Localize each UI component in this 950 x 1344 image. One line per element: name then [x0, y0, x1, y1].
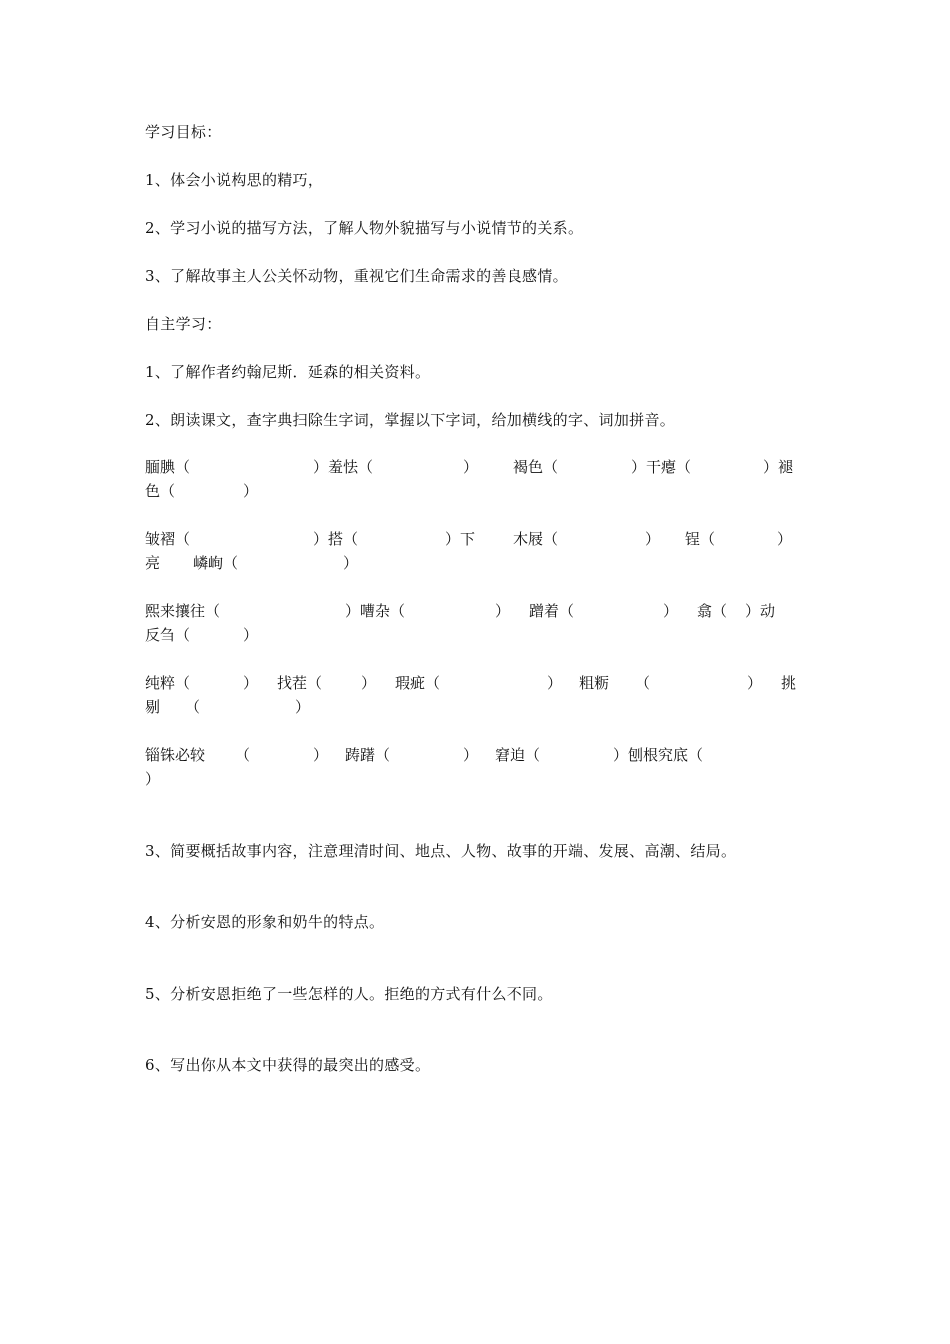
vocab-word: 亮	[145, 554, 161, 572]
vocab-word: 锃（	[685, 530, 716, 548]
self-study-item-6: 6、写出你从本文中获得的最突出的感受。	[145, 1056, 431, 1074]
self-study-item-3: 3、简要概括故事内容，注意理清时间、地点、人物、故事的开端、发展、高潮、结局。	[145, 842, 737, 860]
vocab-word: 瑕疵（	[395, 674, 441, 692]
vocab-bracket: ）	[343, 554, 359, 572]
vocab-word: ）刨根究底（	[613, 746, 704, 764]
vocab-bracket: ）	[777, 530, 793, 548]
vocab-bracket: ）	[243, 626, 259, 644]
vocab-row-1	[145, 455, 805, 503]
vocab-word: ）搭（	[313, 530, 359, 548]
objective-item-2: 2、学习小说的描写方法，了解人物外貌描写与小说情节的关系。	[145, 219, 584, 237]
vocab-row-4	[145, 671, 805, 719]
vocab-word: 锱铢必较	[145, 746, 206, 764]
vocab-bracket: ）	[463, 746, 479, 764]
vocab-word: 踌躇（	[345, 746, 391, 764]
vocab-bracket: ）	[295, 698, 311, 716]
vocab-row-3	[145, 599, 805, 647]
objective-item-3: 3、了解故事主人公关怀动物，重视它们生命需求的善良感情。	[145, 267, 568, 285]
vocab-bracket: （	[635, 674, 651, 692]
self-study-item-2: 2、朗读课文，查字典扫除生字词，掌握以下字词，给加横线的字、词加拼音。	[145, 411, 676, 429]
self-study-heading: 自主学习：	[145, 315, 222, 333]
vocab-bracket: ）	[463, 458, 479, 476]
vocab-bracket: ）	[313, 746, 329, 764]
vocab-row-2	[145, 527, 805, 575]
vocab-word: 剔	[145, 698, 161, 716]
self-study-item-5: 5、分析安恩拒绝了一些怎样的人。拒绝的方式有什么不同。	[145, 985, 553, 1003]
vocab-word: 熙来攘往（	[145, 602, 221, 620]
objective-item-1: 1、体会小说构思的精巧，	[145, 171, 324, 189]
vocab-word: 找茬（	[277, 674, 323, 692]
self-study-item-1: 1、了解作者约翰尼斯．延森的相关资料。	[145, 363, 431, 381]
vocab-word: ）嘈杂（	[345, 602, 406, 620]
vocab-bracket: ）	[243, 482, 259, 500]
vocab-word: ）干瘪（	[631, 458, 692, 476]
vocab-word: 嶙峋（	[193, 554, 239, 572]
vocab-word: 色（	[145, 482, 176, 500]
vocab-word: ）动	[745, 602, 776, 620]
vocab-bracket: ）	[361, 674, 377, 692]
vocab-bracket: ）	[145, 770, 161, 788]
vocab-word: 反刍（	[145, 626, 191, 644]
vocab-word: 纯粹（	[145, 674, 191, 692]
vocab-word: 粗粝	[579, 674, 610, 692]
vocab-word: ）褪	[763, 458, 794, 476]
vocab-bracket: ）	[495, 602, 511, 620]
self-study-item-4: 4、分析安恩的形象和奶牛的特点。	[145, 913, 385, 931]
vocab-word: 窘迫（	[495, 746, 541, 764]
vocab-word: 皱褶（	[145, 530, 191, 548]
vocab-word: 翕（	[697, 602, 728, 620]
vocab-word: 蹭着（	[529, 602, 575, 620]
vocab-row-5	[145, 743, 805, 791]
vocab-bracket: ）	[243, 674, 259, 692]
vocab-word: 木屐（	[513, 530, 559, 548]
vocab-word: 腼腆（	[145, 458, 191, 476]
vocab-word: ）羞怯（	[313, 458, 374, 476]
vocab-bracket: ）	[547, 674, 563, 692]
vocab-bracket: （	[235, 746, 251, 764]
vocab-word: 挑	[781, 674, 797, 692]
vocab-bracket: ）下	[445, 530, 476, 548]
vocab-bracket: ）	[663, 602, 679, 620]
vocab-bracket: （	[185, 698, 201, 716]
vocab-word: 褐色（	[513, 458, 559, 476]
vocab-bracket: ）	[645, 530, 661, 548]
vocab-bracket: ）	[747, 674, 763, 692]
objectives-heading: 学习目标：	[145, 123, 222, 141]
